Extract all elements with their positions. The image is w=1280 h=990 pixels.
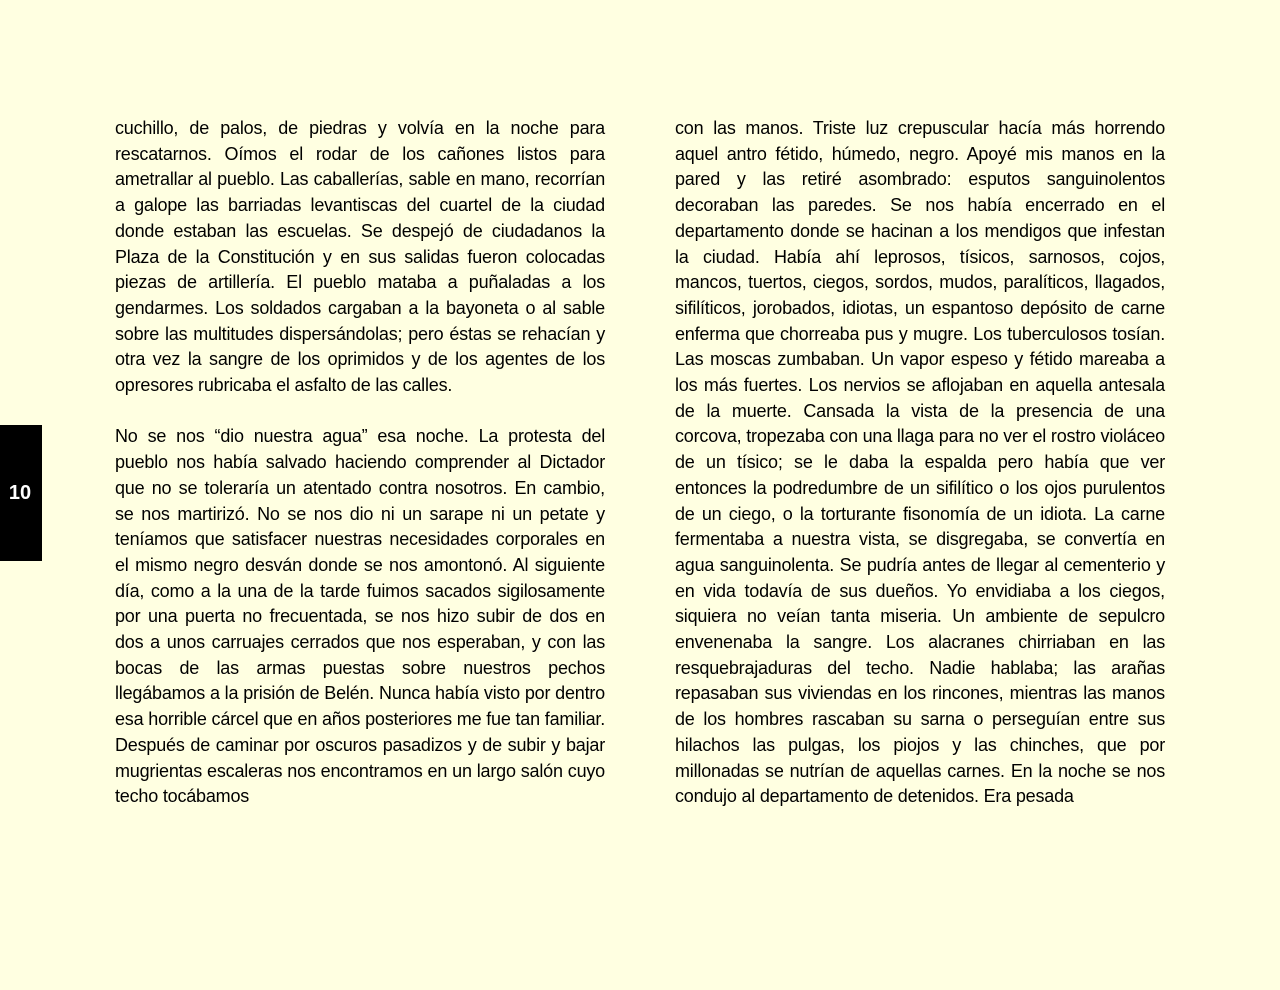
- right-text-column: [675, 116, 1165, 810]
- left-text-column: [115, 116, 605, 810]
- page-number-tab: [0, 425, 42, 561]
- paragraph: No se nos “dio nuestra agua” esa noche. La protesta del pueblo nos había salvado haciendo comprender al Dictador que no se toleraría un atentado contra nosotros. En cambio, se nos martirizó. No se nos dio ni un sarape ni un petate y teníamos que satisfacer nuestras necesidades corporales en el mismo negro desván donde se nos amontonó. Al siguiente día, como a la una de la tarde fuimos sacados sigilosamente por una puerta no frecuentada, se nos hizo subir de dos en dos a unos carruajes cerrados que nos esperaban, y con las bocas de las armas puestas sobre nuestros pechos llegábamos a la prisión de Belén. Nunca había visto por dentro esa horrible cárcel que en años posteriores me fue tan familiar. Después de caminar por oscuros pasadizos y de subir y bajar mugrientas escaleras nos encontramos en un largo salón cuyo techo tocábamos: [115, 426, 605, 807]
- paragraph: cuchillo, de palos, de piedras y volvía en la noche para rescatarnos. Oímos el rodar de los cañones listos para ametrallar al pueblo. Las caballerías, sable en mano, recorrían a galope las barriadas levantiscas del cuartel de la ciudad donde estaban las escuelas. Se despejó de ciudadanos la Plaza de la Constitución y en sus salidas fueron colocadas piezas de artillería. El pueblo mataba a puñaladas a los gendarmes. Los soldados cargaban a la bayoneta o al sable sobre las multitudes dispersándolas; pero éstas se rehacían y otra vez la sangre de los oprimidos y de los agentes de los opresores rubricaba el asfalto de las calles.: [115, 118, 605, 396]
- page-number: 10: [8, 481, 32, 504]
- paragraph: con las manos. Triste luz crepuscular hacía más horrendo aquel antro fétido, húmedo, negro. Apoyé mis manos en la pared y las retiré asombrado: esputos sanguinolentos decoraban las paredes. Se nos había encerrado en el departamento donde se hacinan a los mendigos que infestan la ciudad. Había ahí leprosos, tísicos, sarnosos, cojos, mancos, tuertos, ciegos, sordos, mudos, paralíticos, llagados, sifilíticos, jorobados, idiotas, un espantoso depósito de carne enferma que chorreaba pus y mugre. Los tuberculosos tosían. Las moscas zumbaban. Un vapor espeso y fétido mareaba a los más fuertes. Los nervios se aflojaban en aquella antesala de la muerte. Cansada la vista de la presencia de una corcova, tropezaba con una llaga para no ver el rostro violáceo de un tísico; se le daba la espalda pero había que ver entonces la podredumbre de un sifilítico o los ojos purulentos de un ciego, o la torturante fisonomía de un idiota. La carne fermentaba a nuestra vista, se disgregaba, se convertía en agua sanguinolenta. Se pudría antes de llegar al cementerio y en vida todavía de sus dueños. Yo envidiaba a los ciegos, siquiera no veían tanta miseria. Un ambiente de sepulcro envenenaba la sangre. Los alacranes chirriaban en las resquebrajaduras del techo. Nadie hablaba; las arañas repasaban sus viviendas en los rincones, mientras las manos de los hombres rascaban su sarna o perseguían entre sus hilachos las pulgas, los piojos y las chinches, que por millonadas se nutrían de aquellas carnes. En la noche se nos condujo al departamento de detenidos. Era pesada: [675, 118, 1165, 807]
